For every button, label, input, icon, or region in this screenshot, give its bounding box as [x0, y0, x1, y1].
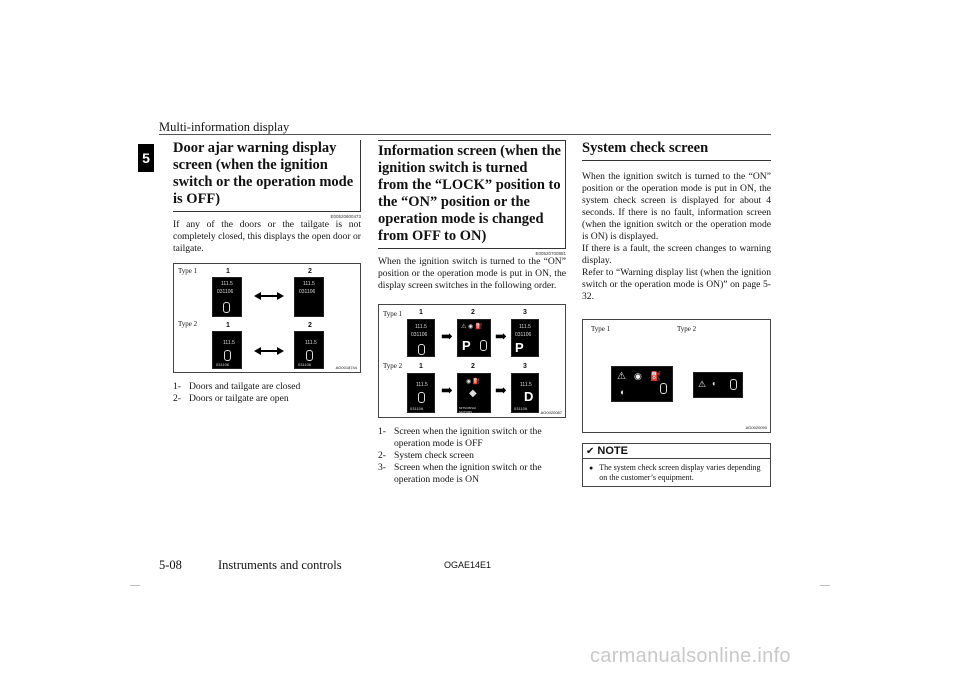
section-heading-system-check: System check screen [582, 140, 771, 161]
display-screen [294, 277, 324, 317]
odometer-text: 111.5 [519, 324, 531, 330]
odometer-text: 111.5 [520, 382, 532, 388]
bullet-icon: ● [589, 464, 594, 472]
running-header: Multi-information display [159, 120, 290, 134]
figure-number: 3 [523, 309, 527, 316]
arrow-right-icon: ➡ [441, 384, 453, 399]
figure-system-check [582, 319, 771, 433]
trip-text: 031106 [515, 332, 532, 338]
double-arrow-icon [254, 292, 284, 300]
car-icon [730, 379, 737, 390]
figure-number: 1 [419, 309, 423, 316]
section-code: E00520600473 [330, 214, 361, 219]
figure-number: 2 [471, 363, 475, 370]
body-text: When the ignition switch is turned to the “ON” position or the operation mode is put in ON, the display screen switches in the following order. [378, 256, 566, 291]
display-screen [511, 373, 539, 413]
figure-label-type1: Type 1 [178, 267, 198, 275]
trip-text: 031106 [299, 289, 316, 295]
figure-number: 1 [226, 268, 230, 275]
body-text: If any of the doors or the tailgate is not completely closed, this displays the open door or tailgate. [173, 219, 361, 254]
page-number: 5-08 [159, 558, 182, 572]
watermark: carmanualsonline.info [590, 645, 791, 667]
display-screen [212, 277, 242, 317]
car-icon [418, 392, 425, 403]
body-text: Refer to “Warning display list (when the ignition switch or the operation mode is ON)” on page 5-32. [582, 267, 771, 302]
odometer-bottom-text: 031106 [216, 362, 230, 367]
note-text: The system check screen display varies depending on the customer’s equipment. [599, 463, 761, 482]
odometer-text: 111.5 [416, 382, 428, 388]
section-code: E00520700881 [535, 251, 566, 256]
trip-text: 031106 [411, 332, 428, 338]
figure-information-screen [378, 304, 566, 418]
figure-code: AG0020090 [745, 425, 767, 430]
car-icon [418, 344, 425, 355]
oil-icon: ◉ [634, 371, 642, 381]
list-item: 2- System check screen [378, 450, 474, 461]
display-screen [511, 319, 539, 357]
list-item: 3- Screen when the ignition switch or the operation mode is ON [378, 462, 542, 485]
trip-text: 031106 [217, 289, 234, 295]
display-screen [457, 373, 491, 413]
figure-number: 1 [419, 363, 423, 370]
light-icon: ◐ [620, 387, 626, 397]
footer-section: Instruments and controls [218, 558, 342, 572]
figure-legend [378, 426, 566, 486]
column-system-check [582, 140, 771, 487]
note-box [582, 443, 771, 487]
figure-number: 2 [308, 322, 312, 329]
note-body [583, 459, 770, 486]
brand-text: MITSUBISHI MOTORS [459, 406, 477, 414]
list-item: 1- Doors and tailgate are closed [173, 381, 301, 392]
odometer-bottom-text: 031106 [298, 362, 312, 367]
warning-lamps-icon: ⚠ ◉ ⛽ [461, 324, 483, 330]
fuel-icon: ⛽ [650, 371, 662, 381]
crop-mark [820, 585, 830, 586]
header-rule [159, 134, 771, 135]
odometer-bottom-text: 031106 [514, 406, 528, 411]
figure-door-ajar [173, 263, 361, 373]
odometer-text: 111.5 [221, 281, 233, 287]
brand-logo-icon: ◆ [469, 388, 477, 399]
note-header [583, 444, 770, 459]
figure-label-type1: Type 1 [591, 325, 611, 333]
arrow-right-icon: ➡ [441, 330, 453, 345]
display-screen [407, 319, 435, 357]
system-check-screen-type2 [693, 372, 743, 398]
list-item: 2- Doors or tailgate are open [173, 393, 289, 404]
system-check-screen-type1 [611, 366, 673, 402]
car-icon [306, 350, 313, 361]
warning-lamps-icon: ◉ ⛽ [466, 379, 481, 385]
car-icon [224, 350, 231, 361]
arrow-right-icon: ➡ [495, 384, 507, 399]
figure-label-type2: Type 2 [178, 320, 198, 328]
figure-legend [173, 381, 361, 405]
display-screen [212, 331, 242, 369]
odometer-text: 111.5 [415, 324, 427, 330]
warning-icon: ⚠ [617, 371, 626, 382]
figure-code: AG0020087 [540, 410, 562, 415]
list-item: 1- Screen when the ignition switch or the operation mode is OFF [378, 426, 542, 449]
column-information-screen [378, 140, 566, 486]
footer-code: OGAE14E1 [444, 560, 492, 570]
section-heading-information-screen: Information screen (when the ignition switch is turned from the “LOCK” position to the “ON” position or the operation mode is changed from OFF to ON) [378, 140, 566, 249]
gear-indicator: P [515, 340, 524, 355]
odometer-text: 111.5 [223, 340, 235, 346]
note-check-icon: ✔ [586, 445, 595, 457]
section-heading-door-ajar: Door ajar warning display screen (when the ignition switch or the operation mode is OFF) [173, 140, 361, 212]
light-icon: ◐ [712, 379, 717, 388]
display-screen [457, 319, 491, 357]
car-icon [660, 383, 667, 394]
display-screen [294, 331, 324, 369]
figure-number: 3 [523, 363, 527, 370]
figure-label-type2: Type 2 [677, 325, 697, 333]
figure-number: 2 [308, 268, 312, 275]
chapter-tab: 5 [138, 144, 154, 172]
figure-number: 1 [226, 322, 230, 329]
gear-indicator: D [524, 389, 534, 404]
odometer-bottom-text: 031106 [410, 406, 424, 411]
crop-mark [130, 585, 140, 586]
gear-indicator: P [462, 338, 471, 353]
display-screen [407, 373, 435, 413]
arrow-right-icon: ➡ [495, 330, 507, 345]
odometer-text: 111.5 [303, 281, 315, 287]
car-icon [223, 302, 230, 313]
body-text: If there is a fault, the screen changes to warning display. [582, 243, 771, 266]
odometer-text: 111.5 [305, 340, 317, 346]
figure-label-type2: Type 2 [383, 362, 403, 370]
body-text: When the ignition switch is turned to the “ON” position or the operation mode is put in ON, the system check screen is displayed for about 4 seconds. If there is no fault, information screen (when the ignition switch or the operation mode is ON) is displayed. [582, 171, 771, 242]
warning-icon: ⚠ [698, 379, 707, 389]
double-arrow-icon [254, 347, 284, 355]
figure-code: AG0018744 [335, 365, 357, 370]
note-title: NOTE [597, 445, 628, 457]
car-icon [480, 340, 487, 351]
figure-label-type1: Type 1 [383, 310, 403, 318]
figure-number: 2 [471, 309, 475, 316]
column-door-ajar [173, 140, 361, 405]
